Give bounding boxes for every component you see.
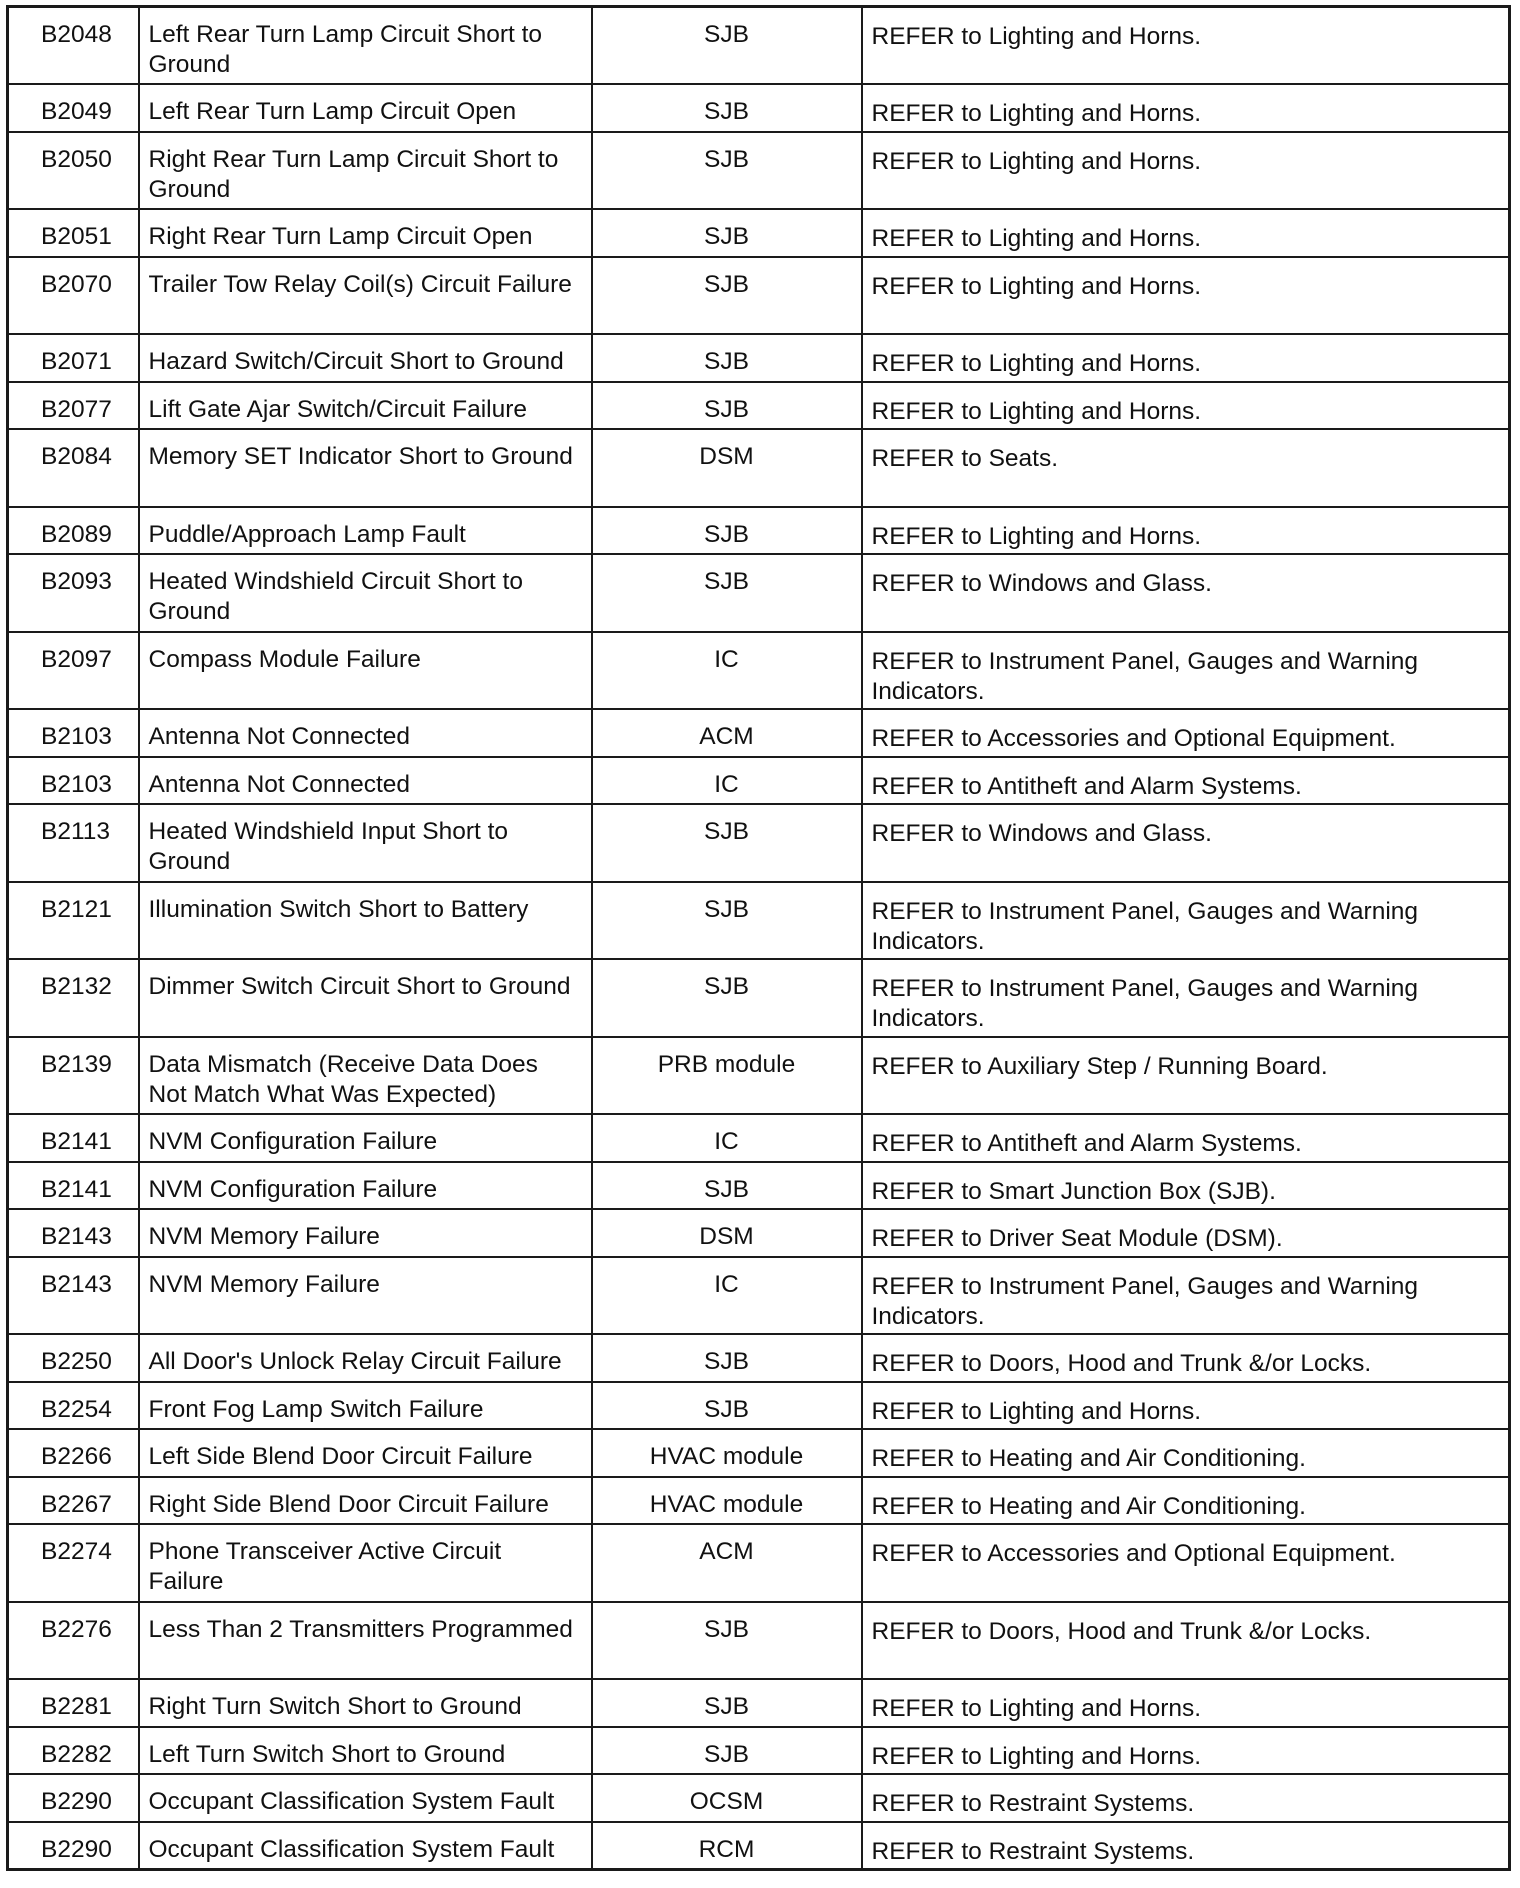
module-cell: SJB (592, 1679, 862, 1727)
table-row (8, 1429, 1510, 1477)
description-cell: Memory SET Indicator Short to Ground (139, 429, 592, 507)
description-cell: Dimmer Switch Circuit Short to Ground (139, 959, 592, 1037)
description-cell: Lift Gate Ajar Switch/Circuit Failure (139, 382, 592, 430)
action-cell: REFER to Lighting and Horns. (862, 507, 1510, 555)
module-cell: IC (592, 632, 862, 710)
dtc-code-cell: B2103 (8, 757, 139, 805)
description-cell: Occupant Classification System Fault (139, 1774, 592, 1822)
description-cell: Right Turn Switch Short to Ground (139, 1679, 592, 1727)
description-cell: Puddle/Approach Lamp Fault (139, 507, 592, 555)
action-cell: REFER to Windows and Glass. (862, 804, 1510, 882)
dtc-code-cell: B2121 (8, 882, 139, 960)
table-row (8, 1382, 1510, 1430)
table-row (8, 334, 1510, 382)
table-row (8, 1727, 1510, 1775)
module-cell: SJB (592, 959, 862, 1037)
module-cell: DSM (592, 429, 862, 507)
description-cell: Illumination Switch Short to Battery (139, 882, 592, 960)
table-row (8, 1114, 1510, 1162)
description-cell: NVM Memory Failure (139, 1257, 592, 1335)
description-cell: Front Fog Lamp Switch Failure (139, 1382, 592, 1430)
dtc-code-cell: B2113 (8, 804, 139, 882)
action-cell: REFER to Heating and Air Conditioning. (862, 1429, 1510, 1477)
dtc-code-cell: B2139 (8, 1037, 139, 1115)
description-cell: Trailer Tow Relay Coil(s) Circuit Failure (139, 257, 592, 335)
module-cell: HVAC module (592, 1429, 862, 1477)
action-cell: REFER to Driver Seat Module (DSM). (862, 1209, 1510, 1257)
dtc-code-cell: B2141 (8, 1114, 139, 1162)
module-cell: SJB (592, 382, 862, 430)
table-row (8, 1209, 1510, 1257)
description-cell: NVM Configuration Failure (139, 1162, 592, 1210)
description-cell: Heated Windshield Input Short to Ground (139, 804, 592, 882)
description-cell: Left Rear Turn Lamp Circuit Short to Ground (139, 7, 592, 85)
dtc-code-cell: B2077 (8, 382, 139, 430)
table-row (8, 132, 1510, 210)
module-cell: PRB module (592, 1037, 862, 1115)
description-cell: NVM Memory Failure (139, 1209, 592, 1257)
dtc-code-cell: B2143 (8, 1209, 139, 1257)
description-cell: Phone Transceiver Active Circuit Failure (139, 1524, 592, 1602)
dtc-code-cell: B2048 (8, 7, 139, 85)
dtc-code-cell: B2281 (8, 1679, 139, 1727)
description-cell: Left Turn Switch Short to Ground (139, 1727, 592, 1775)
table-row (8, 1477, 1510, 1525)
module-cell: SJB (592, 1334, 862, 1382)
dtc-code-cell: B2267 (8, 1477, 139, 1525)
module-cell: SJB (592, 1727, 862, 1775)
table-row (8, 1822, 1510, 1870)
description-cell: Antenna Not Connected (139, 757, 592, 805)
dtc-code-cell: B2097 (8, 632, 139, 710)
action-cell: REFER to Lighting and Horns. (862, 209, 1510, 257)
table-row (8, 7, 1510, 85)
action-cell: REFER to Lighting and Horns. (862, 1382, 1510, 1430)
dtc-code-cell: B2089 (8, 507, 139, 555)
action-cell: REFER to Lighting and Horns. (862, 1727, 1510, 1775)
description-cell: Right Rear Turn Lamp Circuit Short to Ground (139, 132, 592, 210)
dtc-code-cell: B2290 (8, 1774, 139, 1822)
dtc-code-cell: B2070 (8, 257, 139, 335)
description-cell: Antenna Not Connected (139, 709, 592, 757)
action-cell: REFER to Lighting and Horns. (862, 132, 1510, 210)
action-cell: REFER to Lighting and Horns. (862, 1679, 1510, 1727)
module-cell: SJB (592, 804, 862, 882)
module-cell: HVAC module (592, 1477, 862, 1525)
action-cell: REFER to Antitheft and Alarm Systems. (862, 1114, 1510, 1162)
table-row (8, 882, 1510, 960)
description-cell: Occupant Classification System Fault (139, 1822, 592, 1870)
module-cell: SJB (592, 7, 862, 85)
description-cell: Heated Windshield Circuit Short to Ground (139, 554, 592, 632)
dtc-code-cell: B2141 (8, 1162, 139, 1210)
action-cell: REFER to Instrument Panel, Gauges and Warning Indicators. (862, 632, 1510, 710)
action-cell: REFER to Lighting and Horns. (862, 257, 1510, 335)
module-cell: SJB (592, 132, 862, 210)
dtc-code-cell: B2093 (8, 554, 139, 632)
action-cell: REFER to Accessories and Optional Equipment. (862, 709, 1510, 757)
module-cell: IC (592, 1257, 862, 1335)
table-row (8, 209, 1510, 257)
dtc-code-cell: B2266 (8, 1429, 139, 1477)
action-cell: REFER to Instrument Panel, Gauges and Warning Indicators. (862, 1257, 1510, 1335)
table-row (8, 1162, 1510, 1210)
table-row (8, 1257, 1510, 1335)
action-cell: REFER to Windows and Glass. (862, 554, 1510, 632)
dtc-code-cell: B2103 (8, 709, 139, 757)
action-cell: REFER to Restraint Systems. (862, 1822, 1510, 1870)
dtc-code-cell: B2254 (8, 1382, 139, 1430)
action-cell: REFER to Auxiliary Step / Running Board. (862, 1037, 1510, 1115)
dtc-code-cell: B2274 (8, 1524, 139, 1602)
module-cell: SJB (592, 507, 862, 555)
action-cell: REFER to Lighting and Horns. (862, 334, 1510, 382)
table-row (8, 804, 1510, 882)
module-cell: SJB (592, 554, 862, 632)
dtc-table-body (8, 7, 1510, 1870)
table-row (8, 554, 1510, 632)
description-cell: All Door's Unlock Relay Circuit Failure (139, 1334, 592, 1382)
description-cell: Compass Module Failure (139, 632, 592, 710)
table-row (8, 1679, 1510, 1727)
table-row (8, 709, 1510, 757)
table-row (8, 84, 1510, 132)
description-cell: Hazard Switch/Circuit Short to Ground (139, 334, 592, 382)
module-cell: SJB (592, 84, 862, 132)
description-cell: Left Rear Turn Lamp Circuit Open (139, 84, 592, 132)
module-cell: ACM (592, 1524, 862, 1602)
dtc-code-cell: B2051 (8, 209, 139, 257)
action-cell: REFER to Seats. (862, 429, 1510, 507)
description-cell: NVM Configuration Failure (139, 1114, 592, 1162)
module-cell: OCSM (592, 1774, 862, 1822)
module-cell: SJB (592, 1382, 862, 1430)
dtc-table (6, 5, 1511, 1871)
table-row (8, 757, 1510, 805)
dtc-code-cell: B2290 (8, 1822, 139, 1870)
action-cell: REFER to Lighting and Horns. (862, 7, 1510, 85)
table-row (8, 507, 1510, 555)
table-row (8, 1037, 1510, 1115)
action-cell: REFER to Antitheft and Alarm Systems. (862, 757, 1510, 805)
module-cell: SJB (592, 209, 862, 257)
module-cell: DSM (592, 1209, 862, 1257)
module-cell: IC (592, 1114, 862, 1162)
module-cell: ACM (592, 709, 862, 757)
module-cell: SJB (592, 334, 862, 382)
action-cell: REFER to Heating and Air Conditioning. (862, 1477, 1510, 1525)
description-cell: Right Rear Turn Lamp Circuit Open (139, 209, 592, 257)
action-cell: REFER to Lighting and Horns. (862, 84, 1510, 132)
description-cell: Left Side Blend Door Circuit Failure (139, 1429, 592, 1477)
action-cell: REFER to Instrument Panel, Gauges and Warning Indicators. (862, 959, 1510, 1037)
table-row (8, 1602, 1510, 1680)
module-cell: SJB (592, 882, 862, 960)
dtc-code-cell: B2049 (8, 84, 139, 132)
description-cell: Right Side Blend Door Circuit Failure (139, 1477, 592, 1525)
module-cell: RCM (592, 1822, 862, 1870)
table-row (8, 959, 1510, 1037)
table-row (8, 1524, 1510, 1602)
action-cell: REFER to Doors, Hood and Trunk &/or Locks. (862, 1602, 1510, 1680)
module-cell: SJB (592, 1162, 862, 1210)
action-cell: REFER to Lighting and Horns. (862, 382, 1510, 430)
table-row (8, 429, 1510, 507)
action-cell: REFER to Restraint Systems. (862, 1774, 1510, 1822)
module-cell: IC (592, 757, 862, 805)
action-cell: REFER to Smart Junction Box (SJB). (862, 1162, 1510, 1210)
dtc-code-cell: B2084 (8, 429, 139, 507)
dtc-code-cell: B2071 (8, 334, 139, 382)
description-cell: Data Mismatch (Receive Data Does Not Match What Was Expected) (139, 1037, 592, 1115)
module-cell: SJB (592, 1602, 862, 1680)
dtc-code-cell: B2050 (8, 132, 139, 210)
dtc-code-cell: B2250 (8, 1334, 139, 1382)
module-cell: SJB (592, 257, 862, 335)
description-cell: Less Than 2 Transmitters Programmed (139, 1602, 592, 1680)
action-cell: REFER to Accessories and Optional Equipment. (862, 1524, 1510, 1602)
table-row (8, 1774, 1510, 1822)
table-row (8, 257, 1510, 335)
dtc-code-cell: B2282 (8, 1727, 139, 1775)
dtc-code-cell: B2276 (8, 1602, 139, 1680)
table-row (8, 1334, 1510, 1382)
table-row (8, 632, 1510, 710)
dtc-code-cell: B2132 (8, 959, 139, 1037)
action-cell: REFER to Instrument Panel, Gauges and Warning Indicators. (862, 882, 1510, 960)
dtc-code-cell: B2143 (8, 1257, 139, 1335)
table-row (8, 382, 1510, 430)
action-cell: REFER to Doors, Hood and Trunk &/or Locks. (862, 1334, 1510, 1382)
